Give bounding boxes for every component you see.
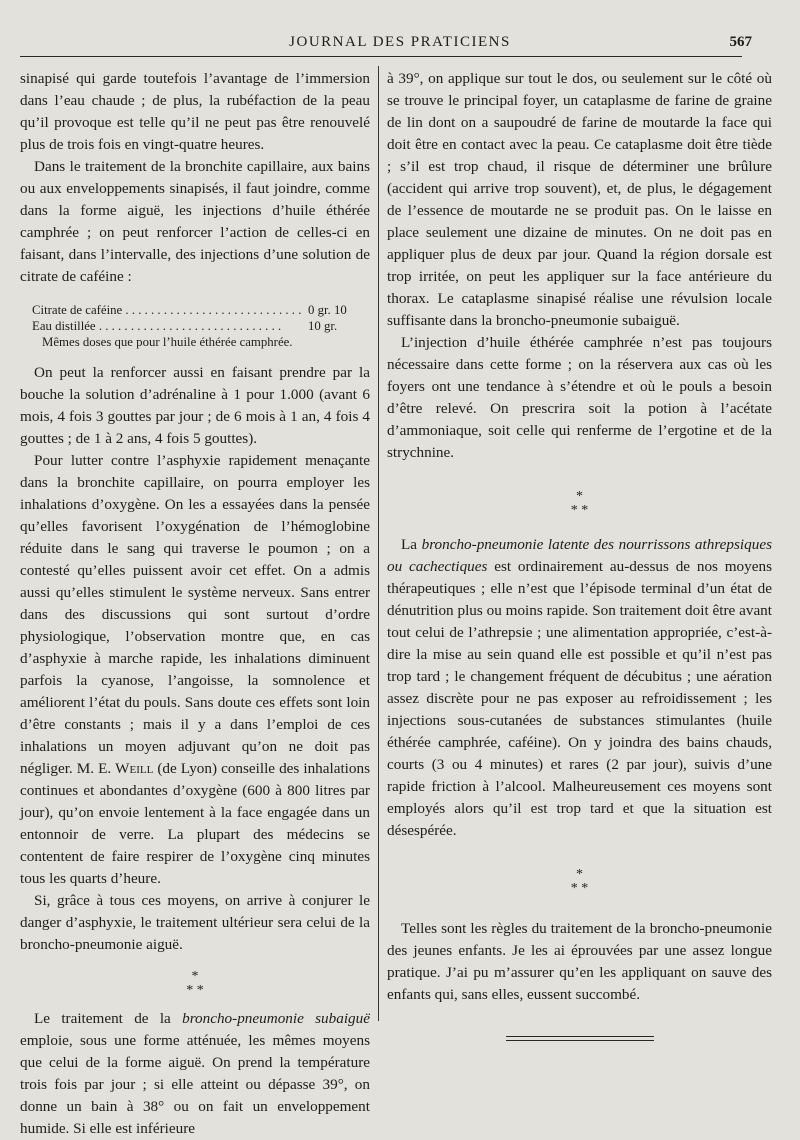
author-name: Weill (115, 760, 154, 777)
journal-title: JOURNAL DES PRATICIENS (289, 34, 511, 50)
formula-quantity: 0 gr. 10 (308, 303, 347, 317)
header-rule (20, 56, 742, 57)
section-asterism (387, 490, 772, 518)
formula-row (32, 302, 370, 318)
paragraph (20, 450, 370, 890)
paragraph-text: (de Lyon) conseille des inhalations continues et abondantes d’oxygène (600 à 800 litres par jour), qu’on envoie lentement à la face engagée dans un entonnoir de verre. La plupart des médecins se contentent de faire respirer de l’oxygène cinq minutes tous les quarts d’heure. (20, 760, 370, 887)
paragraph: Telles sont les règles du traitement de la broncho-pneumonie des jeunes enfants. Je les ai éprouvées par une assez longue pratique. J’ai pu m’assurer qu’en les appliquant on sauve des enfants qui, sans elles, eussent succombé. (387, 920, 772, 1003)
paragraph: à 39°, on applique sur tout le dos, ou seulement sur le côté où se trouve le principal foyer, un cataplasme de farine de graine de lin dont on a saupoudré de farine de moutarde la face qui doit être en contact avec la peau. Ce cataplasme doit être tiède ; s’il est trop chaud, il risque de déterminer une brûlure (accident qui arrive trop souvent), et, de plus, le dégagement de l’essence de moutarde ne se produit pas. On le laisse en place seulement une dizaine de minutes. On ne doit pas en appliquer plus de deux par jour. Quand la région dorsale est trop irritée, on peut les appliquer sur la face antérieure du thorax. Le cataplasme sinapisé réalise une révulsion locale suffisante dans la broncho-pneumonie subaiguë. (387, 70, 772, 329)
asterism-bottom: * * (570, 881, 589, 896)
left-column (20, 68, 370, 1140)
asterism-top: * (191, 969, 199, 984)
end-rule (506, 1036, 654, 1041)
prescription-formula (32, 302, 370, 350)
section-asterism (387, 868, 772, 896)
italic-term: broncho-pneumonie subaiguë (182, 1010, 370, 1027)
paragraph-text: Pour lutter contre l’asphyxie rapidement menaçante dans la bronchite capillaire, on pourra employer les inhalations d’oxygène. On les a essayées dans la pensée qu’elles favorisent l’oxygénation de l’hémoglobine réduite dans le sang qui traverse le poumon ; on a contesté qu’elles puissent avoir cet effet. On a admis aussi qu’elles stimulent le système nerveux. Sans entrer dans des discussions qui sont surtout d’ordre physiologique, l’observation montre que, en cas d’asphyxie à marche rapide, les inhalations diminuent parfois la cyanose, l’angoisse, la somnolence et améliorent l’état du pouls. Sans doute ces effets sont loin d’être constants ; mais il y a dans l’emploi de ces inhalations un moyen adjuvant qu’on ne doit pas négliger. M. E. (20, 452, 370, 777)
paragraph: Dans le traitement de la bronchite capillaire, aux bains ou aux enveloppements sinapisés, il faut joindre, comme dans la forme aiguë, les injections d’huile éthérée camphrée ; on peut renforcer l’action de celles-ci en faisant, dans l’intervalle, des injections d’une solution de citrate de caféine : (20, 158, 370, 285)
paragraph: L’injection d’huile éthérée camphrée n’est pas toujours nécessaire dans cette forme ; on la réservera aux cas où les foyers ont une tendance à s’étendre et où le pouls a besoin d’être relevé. On prescrira soit la potion à l’acétate d’ammoniaque, soit celle qui renferme de l’ergotine et de la strychnine. (387, 334, 772, 461)
formula-note: Mêmes doses que pour l’huile éthérée camphrée. (42, 335, 293, 349)
formula-quantity: 10 gr. (308, 319, 338, 333)
formula-ingredient: Eau distillée . . . (32, 318, 302, 334)
paragraph: On peut la renforcer aussi en faisant prendre par la bouche la solution d’adrénaline à 1 pour 1.000 (avant 6 mois, 4 fois 3 gouttes par jour ; de 6 mois à 1 an, 4 fois 4 gouttes ; de 1 à 2 ans, 4 fois 5 gouttes). (20, 364, 370, 447)
paragraph-text: emploie, sous une forme atténuée, les mêmes moyens que celui de la forme aiguë. On prend la température trois fois par jour ; si elle atteint ou dépasse 39°, on donne un bain à 38° ou on fait un enveloppement humide. Si elle est inférieure (20, 1032, 370, 1137)
formula-ingredient: Citrate de caféine . . . (32, 302, 302, 318)
paragraph-text: La (401, 536, 422, 553)
asterism-bottom: * * (570, 503, 589, 518)
paragraph: Si, grâce à tous ces moyens, on arrive à conjurer le danger d’asphyxie, le traitement ultérieur sera celui de la broncho-pneumonie aiguë. (20, 892, 370, 953)
paragraph-text: est ordinairement au-dessus de nos moyens thérapeutiques ; elle n’est que l’épisode terminal d’un état de dénutrition plus ou moins rapide. Son traitement doit être avant tout celui de l’athrepsie ; une alimentation appropriée, c’est-à-dire la mise au sein quand elle est possible et qu’il n’est pas trop tard ; le changement fréquent de décubitus ; une aération assez discrète pour ne pas exposer au refroidissement ; les injections sous-cutanées de substances stimulantes (huile éthérée camphrée, caféine). On y joindra des bains chauds, courts (3 ou 4 minutes) et rares (2 par jour), suivis d’une rapide friction à l’alcool. Malheureusement ces moyens sont employés alors qu’il est trop tard et que la situation est désespérée. (387, 558, 772, 839)
italic-term: broncho-pneumonie latente des nourrissons athrepsiques ou cachectiques (387, 536, 772, 575)
asterism-top: * (576, 867, 583, 882)
section-asterism (20, 970, 370, 998)
paragraph-text: Le traitement de la (34, 1010, 183, 1027)
column-divider (378, 66, 379, 1021)
paragraph (20, 1008, 370, 1140)
formula-row (32, 318, 370, 334)
paragraph: sinapisé qui garde toutefois l’avantage de l’immersion dans l’eau chaude ; de plus, la rubéfaction de la peau qu’il provoque est telle qu’il ne peut pas être renouvelé plus de trois fois en vingt-quatre heures. (20, 70, 370, 153)
right-column (387, 68, 772, 1041)
paragraph (387, 534, 772, 842)
asterism-bottom: * * (186, 983, 204, 998)
asterism-top: * (576, 489, 583, 504)
page-number: 567 (729, 34, 752, 50)
